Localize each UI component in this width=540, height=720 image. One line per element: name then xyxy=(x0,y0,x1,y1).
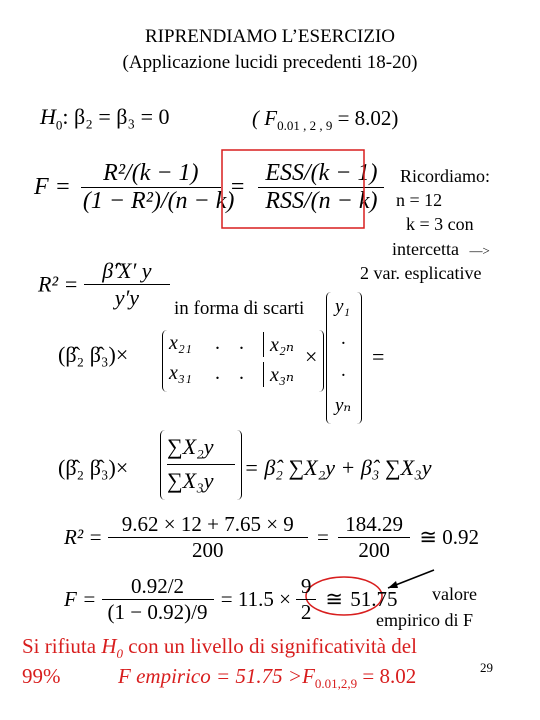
vector-yn: yₙ xyxy=(335,395,352,416)
matrix-r1c4: x₂ₙ xyxy=(263,332,294,357)
f-calc-fraction-1 xyxy=(102,574,214,625)
r2-calc-equals: = xyxy=(317,525,329,549)
scarti-label: in forma di scarti xyxy=(174,298,305,319)
formula-r2-lhs: R² = xyxy=(38,271,79,297)
r2-calc-fraction-2 xyxy=(338,512,410,563)
reminder-line-1: Ricordiamo: xyxy=(400,166,490,186)
scarti-times: × xyxy=(305,344,318,369)
formula-r2-fraction xyxy=(84,258,170,311)
f-calc-num-1: 0.92/2 xyxy=(102,574,214,600)
r2-calc-lhs: R² = xyxy=(64,525,103,549)
h0-symbol: H xyxy=(40,104,56,129)
f-critical-value: = 8.02) xyxy=(332,106,399,130)
vector-dot-2: . xyxy=(341,360,346,381)
conclusion-f-crit: = 8.02 xyxy=(357,664,417,688)
empirical-line-2: empirico di F xyxy=(376,610,473,630)
matrix-r2c1: x₃₁ xyxy=(169,362,192,384)
f-calc-approx: ≅ xyxy=(325,587,344,611)
sum-vector-x2y: ∑X₂y xyxy=(167,434,214,459)
sum-beta-row: (β̂₂ β̂₃)× xyxy=(58,455,129,480)
f-calc-fraction-2 xyxy=(296,574,316,625)
formula-f-lhs: F = xyxy=(34,174,71,200)
conclusion-h0-sub: 0 xyxy=(116,646,123,662)
sum-row-rhs: = β̂₂ ∑X₂y + β̂₃ ∑X₃y xyxy=(244,455,432,480)
vector-dot-1: . xyxy=(341,328,346,349)
h0-subscript: 0 xyxy=(55,117,63,133)
conclusion-f-empirico: F empirico = 51.75 >F xyxy=(118,664,315,688)
conclusion-line-1 xyxy=(22,634,417,662)
r2-calc-fraction-1 xyxy=(108,512,308,563)
sum-vector xyxy=(160,430,242,500)
f-critical-subscript: 0.01 , 2 , 9 xyxy=(277,118,333,134)
reminder-arrow-icon: —> xyxy=(469,243,490,258)
r2-calc-result: ≅ 0.92 xyxy=(419,525,479,549)
f-calc-mid: = 11.5 × xyxy=(220,587,291,611)
conclusion-level: con un livello di significatività del xyxy=(123,634,417,658)
scarti-equals: = xyxy=(372,344,385,369)
formula-f-den-2: RSS/(n − k) xyxy=(265,188,378,214)
formula-f-equals: = xyxy=(230,174,245,200)
scarti-beta-row: (β̂₂ β̂₃)× xyxy=(58,342,129,367)
reminder-line-5: 2 var. esplicative xyxy=(360,263,482,283)
f-critical-prefix: ( F xyxy=(252,106,278,130)
f-calc-num-2: 9 xyxy=(296,574,316,600)
conclusion-h0: H xyxy=(101,634,117,658)
h0-condition: : β₂ = β₃ = 0 xyxy=(62,104,170,129)
formula-r2-den: y′y xyxy=(114,285,140,310)
matrix-r1c2: . xyxy=(215,332,220,354)
r2-calc-den-2: 200 xyxy=(358,538,390,562)
matrix-r2c3: . xyxy=(239,362,244,384)
f-calc-den-2: 2 xyxy=(300,600,312,624)
scarti-vector xyxy=(326,292,362,424)
r2-calc-den-1: 200 xyxy=(192,538,224,562)
conclusion-reject: Si rifiuta xyxy=(22,634,102,658)
empirical-line-1: valore xyxy=(432,584,477,604)
matrix-r1c3: . xyxy=(239,332,244,354)
sum-vector-x3y: ∑X₃y xyxy=(167,468,214,493)
formula-f-den-1: (1 − R²)/(n − k) xyxy=(82,188,235,214)
formula-r2 xyxy=(38,258,170,311)
f-calc-lhs: F = xyxy=(64,587,97,611)
vector-y1: y₁ xyxy=(335,296,351,317)
formula-f-num-1: R²/(k − 1) xyxy=(81,160,221,188)
sum-vector-divider xyxy=(167,464,235,465)
matrix-r2c2: . xyxy=(215,362,220,384)
r2-calc-num-2: 184.29 xyxy=(338,512,410,538)
conclusion-percent: 99% xyxy=(22,664,61,688)
page-number: 29 xyxy=(480,660,493,675)
r2-calc xyxy=(64,512,479,563)
reminder-line-4 xyxy=(392,239,490,260)
conclusion-line-2 xyxy=(118,664,416,692)
title-line-1: RIPRENDIAMO L’ESERCIZIO xyxy=(145,26,395,47)
f-calc-den-1: (1 − 0.92)/9 xyxy=(107,600,208,624)
reminder-intercetta: intercetta xyxy=(392,239,459,259)
reminder-line-3: k = 3 con xyxy=(406,214,474,234)
f-calc xyxy=(64,574,398,625)
f-calc-result: 51.75 xyxy=(350,587,398,611)
matrix-r2c4: x₃ₙ xyxy=(263,362,294,387)
formula-r2-num: β̂′X′ y xyxy=(84,258,170,285)
conclusion-f-sub: 0.01,2,9 xyxy=(314,676,358,692)
scarti-matrix xyxy=(162,330,324,392)
matrix-r1c1: x₂₁ xyxy=(169,332,192,354)
reminder-line-2: n = 12 xyxy=(396,190,443,210)
title-line-2: (Applicazione lucidi precedenti 18-20) xyxy=(122,52,418,73)
ess-rss-highlight-box xyxy=(222,150,364,228)
formula-f-num-2: ESS/(k − 1) xyxy=(258,160,384,188)
r2-calc-num-1: 9.62 × 12 + 7.65 × 9 xyxy=(108,512,308,538)
